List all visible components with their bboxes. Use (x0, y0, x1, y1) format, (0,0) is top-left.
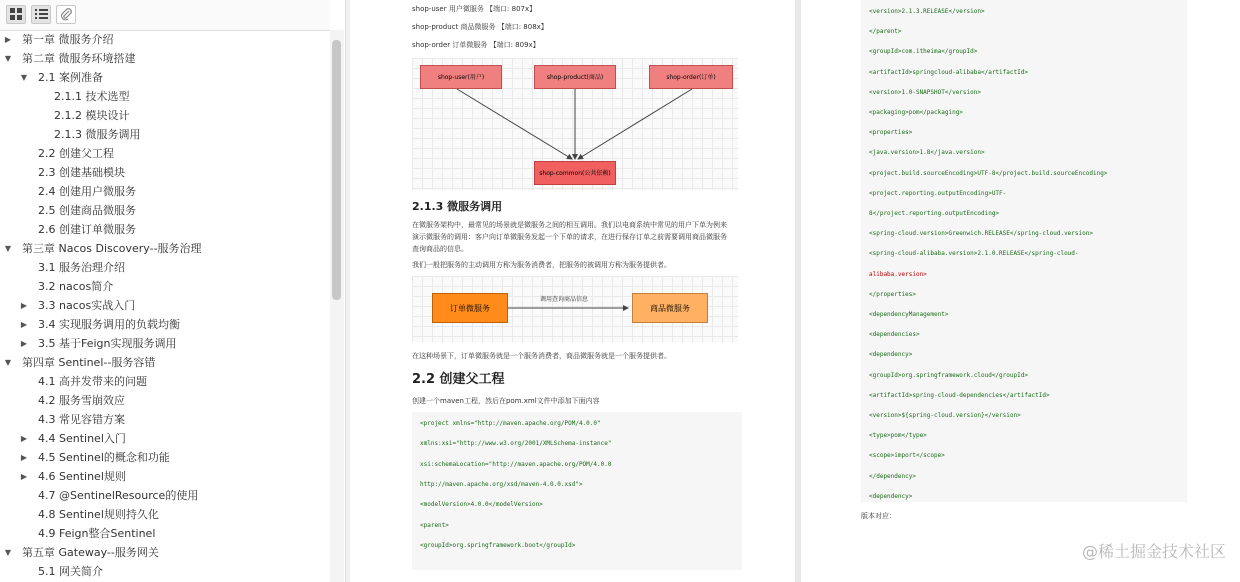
outline-item[interactable] (0, 562, 330, 581)
outline-sidebar (0, 0, 346, 582)
outline-item-label: 4.9 Feign整合Sentinel (38, 527, 156, 540)
outline-item-label: 4.4 Sentinel入门 (38, 432, 126, 445)
outline-item-label: 4.1 高并发带来的问题 (38, 375, 147, 388)
paragraph-4: 创建一个maven工程，然后在pom.xml文件中添加下面内容 (412, 397, 600, 405)
paragraph-2: 我们一般把服务的主动调用方称为服务消费者，把服务的被调用方称为服务提供者。 (412, 261, 671, 269)
code-line: <artifactId>springcloud-alibaba</artifactId> (869, 68, 1028, 76)
outline-item[interactable] (0, 201, 330, 220)
code-line: <project xmlns="http://maven.apache.org/POM/4.0.0" (420, 420, 601, 427)
outline-item-label: 2.6 创建订单微服务 (38, 223, 136, 236)
outline-item-label: 2.1.1 技术选型 (54, 90, 130, 103)
outline-item-label: 3.2 nacos简介 (38, 280, 114, 293)
outline-item[interactable] (0, 505, 330, 524)
code-line: </properties> (869, 290, 916, 298)
code-line: <type>pom</type> (869, 432, 927, 440)
outline-item-label: 3.5 基于Feign实现服务调用 (38, 337, 177, 350)
outline-item-label: 3.1 服务治理介绍 (38, 261, 125, 274)
port-line-user: shop-user 用户微服务 【端口: 807x】 (412, 5, 537, 13)
code-line: <packaging>pom</packaging> (869, 109, 963, 116)
outline-item[interactable] (0, 163, 330, 182)
sidebar-scrollbar[interactable] (330, 30, 344, 582)
outline-item-label: 第二章 微服务环境搭建 (22, 52, 136, 65)
outline-item[interactable] (0, 429, 330, 448)
outline-item[interactable] (0, 182, 330, 201)
code-block-pom-continued (861, 0, 1187, 502)
outline-item[interactable] (0, 410, 330, 429)
outline-tree (0, 30, 330, 582)
call-diagram (412, 276, 738, 342)
code-line: <groupId>com.itheima</groupId> (869, 48, 978, 56)
code-line: alibaba.version> (869, 270, 927, 278)
shop-order-box: shop-order(订单) (649, 65, 733, 89)
code-line: <properties> (869, 129, 913, 137)
outline-item[interactable] (0, 467, 330, 486)
collapsed-arrow-icon[interactable]: ▶ (20, 453, 28, 462)
code-line: <scope>import</scope> (869, 452, 945, 460)
outline-item[interactable] (0, 448, 330, 467)
outline-item[interactable] (0, 87, 330, 106)
port-line-product: shop-product 商品微服务 【端口: 808x】 (412, 23, 548, 31)
outline-item-label: 4.6 Sentinel规则 (38, 470, 126, 483)
code-line: xsi:schemaLocation="http://maven.apache.org/POM/4.0.0 (420, 460, 612, 468)
outline-item-label: 2.1 案例准备 (38, 71, 103, 84)
outline-item-label: 2.1.3 微服务调用 (54, 128, 141, 141)
outline-item-label: 4.7 @SentinelResource的使用 (38, 489, 199, 502)
outline-item-label: 5.1 网关简介 (38, 565, 103, 578)
code-line: <modelVersion>4.0.0</modelVersion> (420, 501, 543, 509)
shop-common-box: shop-common(公共依赖) (534, 161, 616, 185)
version-note: 版本对应： (861, 512, 896, 520)
outline-item-label: 3.4 实现服务调用的负载均衡 (38, 318, 180, 331)
code-line: <groupId>org.springframework.cloud</groupId> (869, 371, 1028, 379)
collapsed-arrow-icon[interactable]: ▶ (20, 472, 28, 481)
outline-item[interactable] (0, 391, 330, 410)
code-line: <parent> (420, 521, 449, 529)
scrollbar-thumb[interactable] (332, 40, 341, 300)
outline-item[interactable] (0, 315, 330, 334)
paragraph-1-line-2: 演示微服务的调用：客户向订单微服务发起一个下单的请求，在进行保存订单之前需要调用商品微服务 (412, 233, 727, 241)
outline-item-label: 2.4 创建用户微服务 (38, 185, 136, 198)
sidebar-toolbar (0, 0, 330, 31)
outline-item[interactable] (0, 334, 330, 353)
outline-item-label: 4.5 Sentinel的概念和功能 (38, 451, 170, 464)
outline-view-button[interactable] (31, 5, 51, 24)
outline-item[interactable] (0, 524, 330, 543)
module-diagram (412, 58, 738, 190)
code-line: <version>2.1.3.RELEASE</version> (869, 8, 985, 15)
outline-item-label: 2.5 创建商品微服务 (38, 204, 136, 217)
grid-view-button[interactable] (6, 5, 26, 24)
outline-item[interactable] (0, 239, 330, 258)
expanded-arrow-icon[interactable]: ▼ (4, 54, 12, 63)
expanded-arrow-icon[interactable]: ▼ (4, 244, 12, 253)
code-line: <artifactId>spring-cloud-dependencies</artifactId> (869, 391, 1050, 399)
outline-item-label: 4.2 服务雪崩效应 (38, 394, 125, 407)
grid-icon (10, 8, 23, 21)
outline-item[interactable] (0, 125, 330, 144)
outline-item-label: 2.3 创建基础模块 (38, 166, 125, 179)
outline-item[interactable] (0, 106, 330, 125)
document-page-1 (350, 0, 795, 582)
code-line: <spring-cloud.version>Greenwich.RELEASE</spring-cloud.version> (869, 230, 1093, 238)
outline-item[interactable] (0, 49, 330, 68)
document-page-2 (801, 0, 1240, 582)
code-line: <dependencies> (869, 331, 920, 339)
code-line: xmlns:xsi="http://www.w3.org/2001/XMLSchema-instance" (420, 440, 612, 448)
outline-item[interactable] (0, 486, 330, 505)
code-line: <groupId>org.springframework.boot</groupId> (420, 541, 576, 549)
code-line: <project.build.sourceEncoding>UTF-8</project.build.sourceEncoding> (869, 169, 1108, 177)
code-line: <dependency> (869, 351, 913, 359)
attachment-view-button[interactable] (56, 5, 76, 24)
heading-2-2: 2.2 创建父工程 (412, 372, 505, 387)
outline-item-label: 2.2 创建父工程 (38, 147, 114, 160)
paperclip-icon (60, 8, 73, 21)
code-line: 8</project.reporting.outputEncoding> (869, 210, 1000, 217)
list-icon (35, 8, 48, 21)
code-line: <dependency> (869, 492, 913, 500)
expanded-arrow-icon[interactable]: ▼ (4, 548, 12, 557)
code-line: </parent> (869, 28, 902, 36)
outline-item[interactable] (0, 543, 330, 562)
collapsed-arrow-icon[interactable]: ▶ (20, 320, 28, 329)
outline-item[interactable] (0, 372, 330, 391)
expanded-arrow-icon[interactable]: ▼ (4, 358, 12, 367)
shop-product-box: shop-product(商品) (534, 65, 616, 89)
product-service-box: 商品微服务 (632, 293, 708, 323)
outline-item-label: 4.3 常见容错方案 (38, 413, 125, 426)
code-line: <dependencyManagement> (869, 311, 949, 318)
code-line: <version>${spring-cloud.version}</version> (869, 412, 1021, 419)
outline-item[interactable] (0, 220, 330, 239)
shop-user-box: shop-user(用户) (420, 65, 502, 89)
watermark: @稀土掘金技术社区 (1081, 542, 1226, 561)
outline-item[interactable] (0, 296, 330, 315)
outline-item[interactable] (0, 353, 330, 372)
outline-item-label: 3.3 nacos实战入门 (38, 299, 136, 312)
code-line: <project.reporting.outputEncoding>UTF- (869, 189, 1007, 197)
outline-item-label: 第五章 Gateway--服务网关 (22, 546, 159, 559)
order-service-box: 订单微服务 (432, 293, 508, 323)
outline-item-label: 第一章 微服务介绍 (22, 33, 114, 46)
code-line: http://maven.apache.org/xsd/maven-4.0.0.xsd"> (420, 480, 583, 488)
collapsed-arrow-icon[interactable]: ▶ (20, 434, 28, 443)
outline-item[interactable] (0, 277, 330, 296)
code-line: <version>1.0-SNAPSHOT</version> (869, 88, 981, 96)
collapsed-arrow-icon[interactable]: ▶ (20, 301, 28, 310)
call-arrow-label: 调用查询商品信息 (540, 296, 589, 303)
paragraph-3: 在这种场景下，订单微服务就是一个服务消费者，商品微服务就是一个服务提供者。 (412, 352, 671, 360)
outline-item-label: 2.1.2 模块设计 (54, 109, 130, 122)
code-line: </dependency> (869, 472, 916, 480)
outline-item[interactable] (0, 258, 330, 277)
outline-item[interactable] (0, 30, 330, 49)
collapsed-arrow-icon[interactable]: ▶ (4, 35, 12, 44)
heading-2-1-3: 2.1.3 微服务调用 (412, 200, 503, 213)
outline-item[interactable] (0, 68, 330, 87)
outline-item-label: 4.8 Sentinel规则持久化 (38, 508, 159, 521)
paragraph-1-line-3: 查询商品的信息。 (412, 245, 468, 253)
expanded-arrow-icon[interactable]: ▼ (20, 73, 28, 82)
outline-item-label: 第三章 Nacos Discovery--服务治理 (22, 242, 202, 255)
collapsed-arrow-icon[interactable]: ▶ (20, 339, 28, 348)
code-block-pom (412, 412, 742, 570)
outline-item[interactable] (0, 144, 330, 163)
paragraph-1-line-1: 在微服务架构中，最常见的场景就是微服务之间的相互调用。我们以电商系统中常见的用户下单为例来 (412, 221, 727, 229)
code-line: <java.version>1.8</java.version> (869, 149, 985, 157)
code-line: <spring-cloud-alibaba.version>2.1.0.RELEASE</spring-cloud- (869, 250, 1079, 258)
port-line-order: shop-order 订单微服务 【端口: 809x】 (412, 41, 540, 49)
outline-item-label: 第四章 Sentinel--服务容错 (22, 356, 156, 369)
